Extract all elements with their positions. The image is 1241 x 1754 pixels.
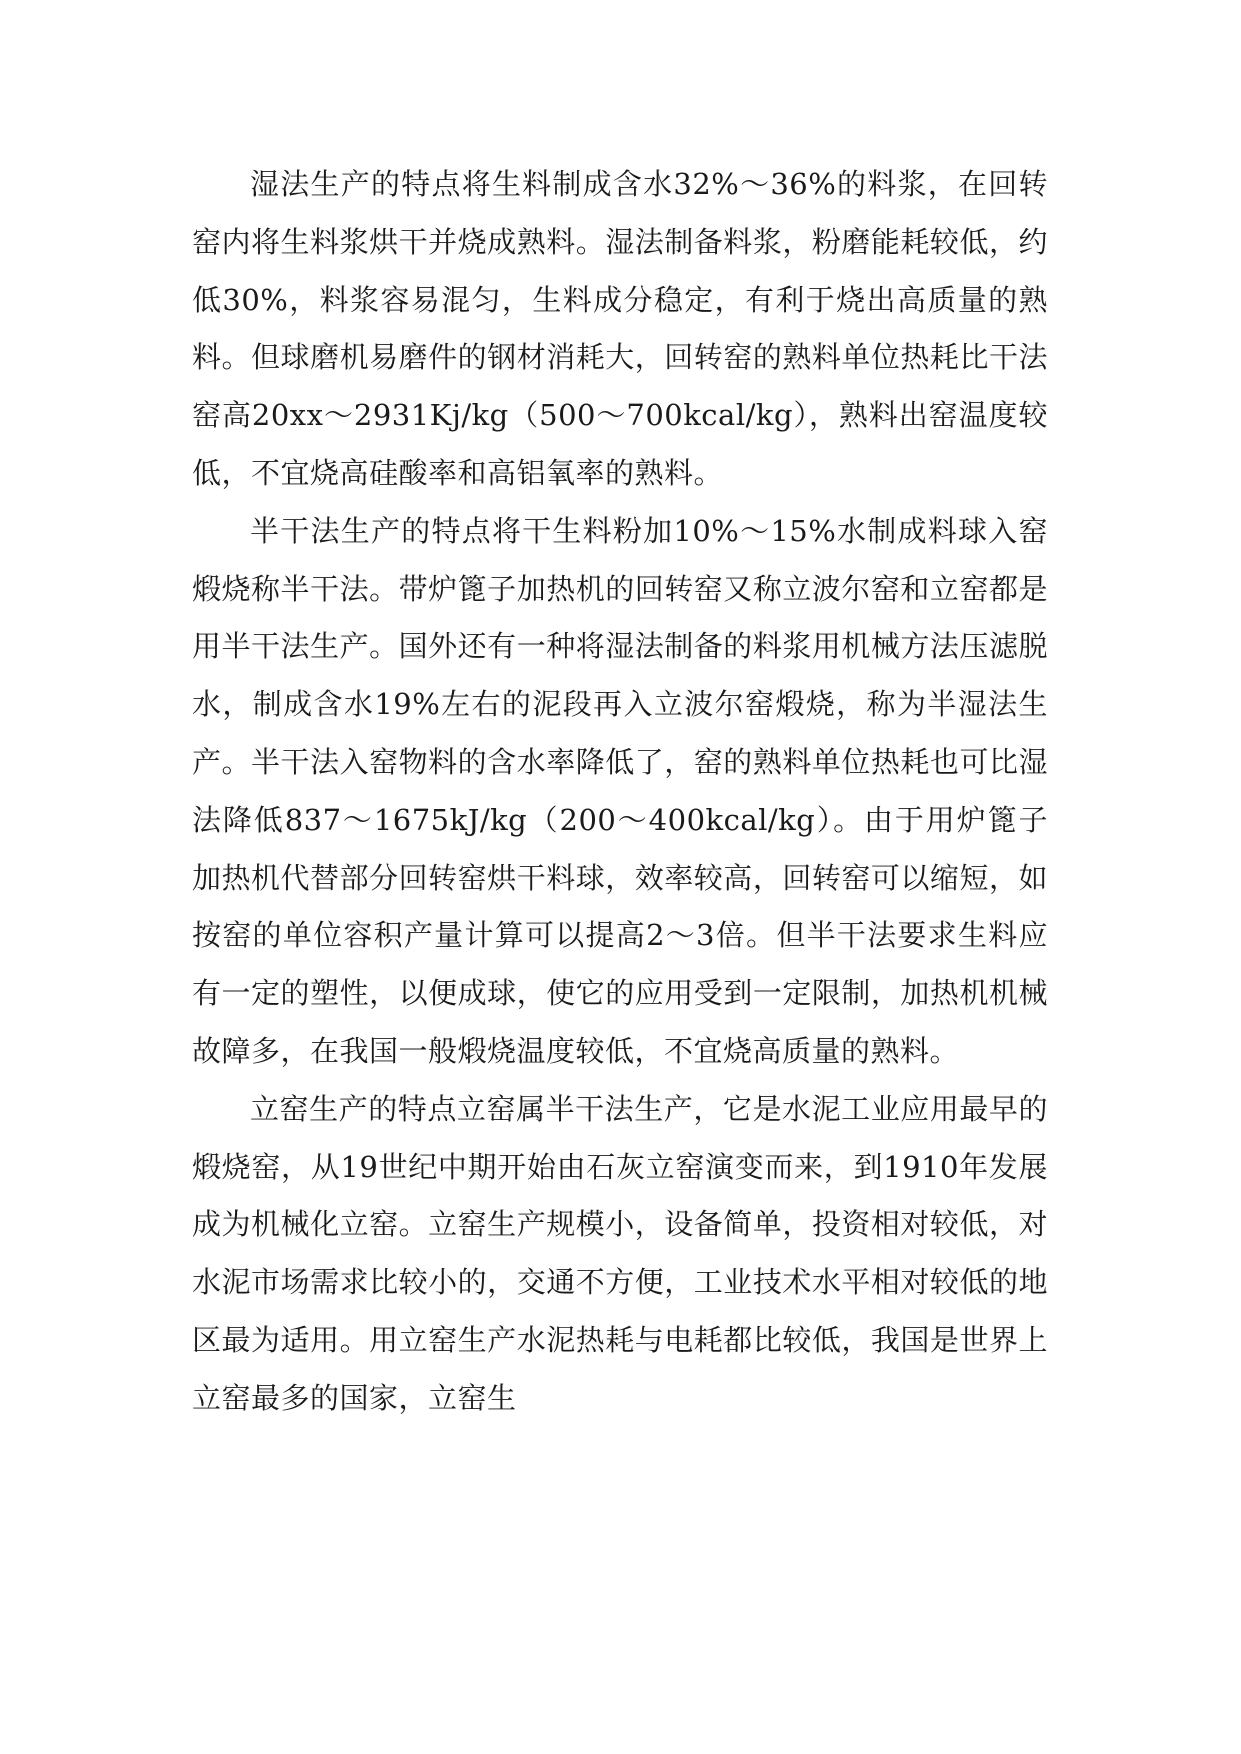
paragraph-wet-process: 湿法生产的特点将生料制成含水32%～36%的料浆，在回转窑内将生料浆烘干并烧成熟料。湿法制备料浆，粉磨能耗较低，约低30%，料浆容易混匀，生料成分稳定，有利于烧出高质量的熟料。但球磨机易磨件的钢材消耗大，回转窑的熟料单位热耗比干法窑高20xx～2931Kj/kg（500～700kcal/kg），熟料出窑温度较低，不宜烧高硅酸率和高铝氧率的熟料。 (192, 167, 1048, 490)
paragraph-semi-dry-process: 半干法生产的特点将干生料粉加10%～15%水制成料球入窑煅烧称半干法。带炉篦子加热机的回转窑又称立波尔窑和立窑都是用半干法生产。国外还有一种将湿法制备的料浆用机械方法压滤脱水，制成含水19%左右的泥段再入立波尔窑煅烧，称为半湿法生产。半干法入窑物料的含水率降低了，窑的熟料单位热耗也可比湿法降低837～1675kJ/kg（200～400kcal/kg）。由于用炉篦子加热机代替部分回转窑烘干料球，效率较高，回转窑可以缩短，如按窑的单位容积产量计算可以提高2～3倍。但半干法要求生料应有一定的塑性，以便成球，使它的应用受到一定限制，加热机机械故障多，在我国一般煅烧温度较低，不宜烧高质量的熟料。 (192, 513, 1048, 1068)
document-body (192, 156, 1048, 1428)
paragraph-shaft-kiln: 立窑生产的特点立窑属半干法生产，它是水泥工业应用最早的煅烧窑，从19世纪中期开始由石灰立窑演变而来，到1910年发展成为机械化立窑。立窑生产规模小，设备简单，投资相对较低，对水泥市场需求比较小的，交通不方便，工业技术水平相对较低的地区最为适用。用立窑生产水泥热耗与电耗都比较低，我国是世界上立窑最多的国家，立窑生 (192, 1091, 1048, 1415)
